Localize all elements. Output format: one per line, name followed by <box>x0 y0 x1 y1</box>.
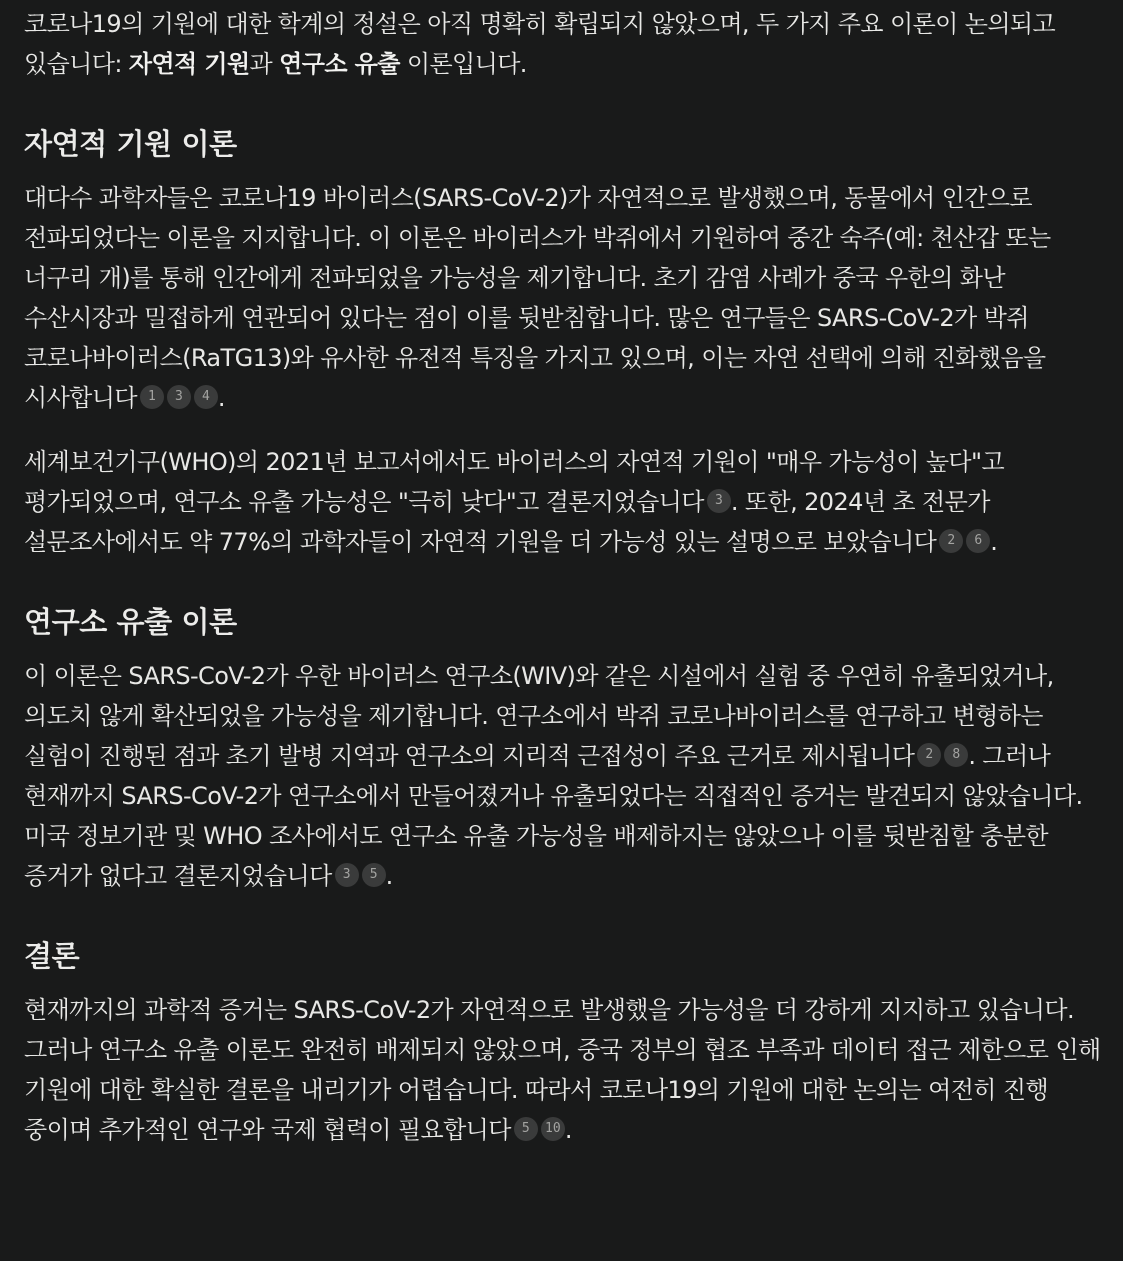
sentence-end: . <box>217 384 225 412</box>
intro-text: 코로나19의 기원에 대한 학계의 정설은 아직 명확히 확립되지 않았으며, 두 가지 주요 이론이 논의되고 있습니다: <box>24 10 1056 78</box>
paragraph-text: 세계보건기구(WHO)의 2021년 보고서에서도 바이러스의 자연적 기원이 "매우 가능성이 높다"고 평가되었으며, 연구소 유출 가능성은 "극히 낮다"고 결론지었습니다 <box>24 448 1005 516</box>
section-heading-lab-leak: 연구소 유출 이론 <box>24 605 237 639</box>
citation-badge[interactable]: 2 <box>917 743 941 767</box>
paragraph-text: 이 이론은 SARS-CoV-2가 우한 바이러스 연구소(WIV)와 같은 시설에서 실험 중 우연히 유출되었거나, 의도치 않게 확산되었을 가능성을 제기합니다. 연구소에서 박쥐 코로나바이러스를 연구하고 변형하는 실험이 진행된 점과 초기 발병 지역과 연구소의 지리적 근접성이 주요 근거로 제시됩니다 <box>24 662 1054 770</box>
natural-paragraph-1 <box>24 178 1101 418</box>
intro-paragraph <box>24 4 1101 84</box>
citation-badge[interactable]: 6 <box>966 529 990 553</box>
paragraph-text: . 또한, 2024년 초 전문가 설문조사에서도 약 77%의 과학자들이 자연적 기원을 더 가능성 있는 설명으로 보았습니다 <box>24 488 990 556</box>
citation-badge[interactable]: 2 <box>939 529 963 553</box>
citation-badge[interactable]: 10 <box>541 1117 565 1141</box>
citation-badge[interactable]: 3 <box>167 385 191 409</box>
paragraph-text: 현재까지의 과학적 증거는 SARS-CoV-2가 자연적으로 발생했을 가능성을 더 강하게 지지하고 있습니다. 그러나 연구소 유출 이론도 완전히 배제되지 않았으며, 중국 정부의 협조 부족과 데이터 접근 제한으로 인해 기원에 대한 확실한 결론을 내리기가 어렵습니다. 따라서 코로나19의 기원에 대한 논의는 여전히 진행 중이며 추가적인 연구와 국제 협력이 필요합니다 <box>24 996 1101 1144</box>
citation-badge[interactable]: 1 <box>140 385 164 409</box>
citation-badge[interactable]: 8 <box>944 743 968 767</box>
citation-badge[interactable]: 3 <box>335 863 359 887</box>
conclusion-paragraph-1 <box>24 990 1101 1150</box>
intro-text-end: 이론입니다. <box>399 50 527 78</box>
intro-bold-natural-origin: 자연적 기원 <box>128 50 250 78</box>
section-heading-natural-origin: 자연적 기원 이론 <box>24 127 237 161</box>
paragraph-text: 대다수 과학자들은 코로나19 바이러스(SARS-CoV-2)가 자연적으로 발생했으며, 동물에서 인간으로 전파되었다는 이론을 지지합니다. 이 이론은 바이러스가 박쥐에서 기원하여 중간 숙주(예: 천산갑 또는 너구리 개)를 통해 인간에게 전파되었을 가능성을 제기합니다. 초기 감염 사례가 중국 우한의 화난 수산시장과 밀접하게 연관되어 있다는 점이 이를 뒷받침합니다. 많은 연구들은 SARS-CoV-2가 박쥐 코로나바이러스(RaTG13)와 유사한 유전적 특징을 가지고 있으며, 이는 자연 선택에 의해 진화했음을 시사합니다 <box>24 184 1051 412</box>
paragraph-text: . 그러나 현재까지 SARS-CoV-2가 연구소에서 만들어졌거나 유출되었다는 직접적인 증거는 발견되지 않았습니다. 미국 정보기관 및 WHO 조사에서도 연구소 유출 가능성을 배제하지는 않았으나 이를 뒷받침할 충분한 증거가 없다고 결론지었습니다 <box>24 742 1083 890</box>
section-heading-conclusion: 결론 <box>24 939 80 973</box>
citation-badge[interactable]: 5 <box>514 1117 538 1141</box>
citation-badge[interactable]: 5 <box>362 863 386 887</box>
intro-bold-lab-leak: 연구소 유출 <box>279 50 400 78</box>
lab-paragraph-1 <box>24 656 1101 896</box>
natural-paragraph-2 <box>24 442 1101 562</box>
sentence-end: . <box>564 1116 572 1144</box>
sentence-end: . <box>990 528 998 556</box>
sentence-end: . <box>385 862 393 890</box>
citation-badge[interactable]: 3 <box>707 489 731 513</box>
intro-text-mid: 과 <box>249 50 280 78</box>
citation-badge[interactable]: 4 <box>194 385 218 409</box>
